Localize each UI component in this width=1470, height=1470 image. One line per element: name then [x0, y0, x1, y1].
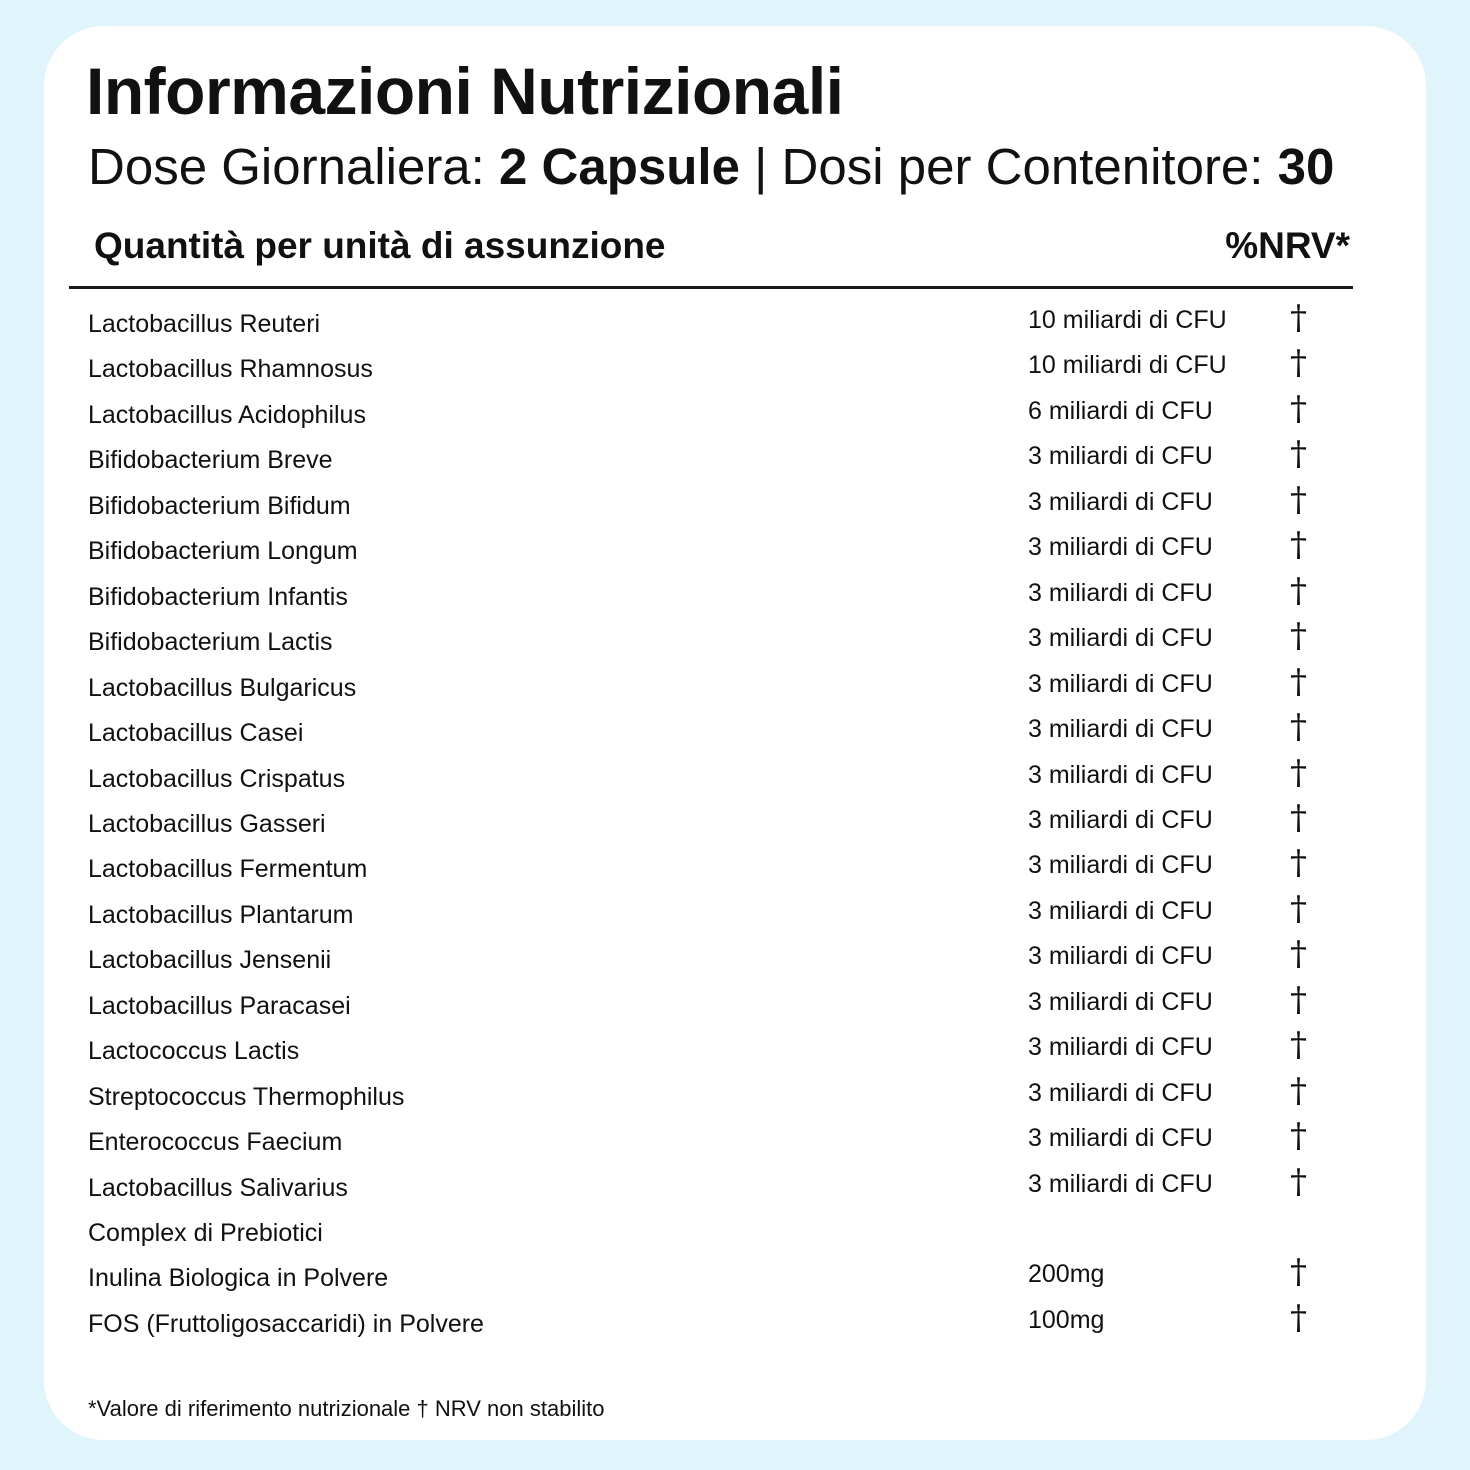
nrv-dagger: †: [1290, 525, 1307, 566]
table-row: [0, 434, 1470, 483]
ingredient-name: Lactobacillus Crispatus: [88, 764, 346, 793]
table-row: [0, 1161, 1470, 1211]
ingredient-name: Lactobacillus Bulgaricus: [88, 673, 357, 702]
ingredient-name: Bifidobacterium Bifidum: [88, 491, 351, 520]
serving-info: [88, 138, 1334, 197]
header-divider: [69, 286, 1353, 289]
ingredient-amount: 3 miliardi di CFU: [1028, 715, 1213, 744]
nrv-dagger: †: [1290, 1161, 1307, 1202]
nrv-dagger: †: [1290, 1252, 1307, 1293]
table-row: [0, 888, 1470, 938]
ingredient-name: Lactobacillus Gasseri: [88, 809, 326, 838]
table-row: [0, 1252, 1470, 1301]
table-row: [0, 707, 1470, 756]
ingredient-name: Lactobacillus Rhamnosus: [88, 355, 373, 384]
ingredient-name: Lactobacillus Fermentum: [88, 855, 368, 884]
table-row: [0, 343, 1470, 392]
ingredient-name: Lactobacillus Plantarum: [88, 900, 354, 929]
dose-label: Dose Giornaliera:: [88, 138, 500, 195]
ingredient-name: Lactobacillus Casei: [88, 719, 304, 748]
nrv-dagger: †: [1290, 979, 1307, 1020]
ingredient-name: Lactobacillus Reuteri: [88, 310, 321, 338]
ingredient-amount: 3 miliardi di CFU: [1028, 669, 1213, 698]
table-row: [0, 934, 1470, 983]
table-row: [0, 797, 1470, 847]
ingredient-amount: 100mg: [1028, 1305, 1105, 1334]
ingredient-amount: 3 miliardi di CFU: [1028, 1124, 1213, 1153]
table-row: [0, 979, 1470, 1029]
nrv-dagger: †: [1290, 479, 1307, 520]
table-row: [0, 570, 1470, 620]
ingredient-name: Lactococcus Lactis: [88, 1037, 300, 1066]
table-row: [0, 1116, 1470, 1165]
table-row: [0, 1297, 1470, 1347]
dose-value: 2 Capsule: [499, 138, 740, 195]
ingredient-amount: 6 miliardi di CFU: [1028, 396, 1213, 425]
ingredient-name: Bifidobacterium Breve: [88, 446, 333, 475]
table-row: [0, 388, 1470, 438]
ingredient-amount: 3 miliardi di CFU: [1028, 624, 1213, 653]
nrv-dagger: †: [1290, 298, 1307, 338]
ingredient-amount: 3 miliardi di CFU: [1028, 1169, 1213, 1198]
ingredient-amount: 3 miliardi di CFU: [1028, 760, 1213, 789]
table-row: [0, 616, 1470, 665]
nrv-dagger: †: [1290, 934, 1307, 975]
per-container-label: Dosi per Contenitore:: [781, 138, 1278, 195]
ingredient-name: FOS (Fruttoligosaccaridi) in Polvere: [88, 1309, 484, 1338]
nrv-dagger: †: [1290, 1116, 1307, 1157]
ingredient-amount: 3 miliardi di CFU: [1028, 533, 1213, 562]
ingredient-amount: 3 miliardi di CFU: [1028, 942, 1213, 971]
ingredient-name: Complex di Prebiotici: [88, 1219, 323, 1247]
nrv-dagger: †: [1290, 616, 1307, 657]
nrv-dagger: †: [1290, 343, 1307, 384]
ingredient-name: Streptococcus Thermophilus: [88, 1082, 405, 1111]
table-header-nrv: %NRV*: [1225, 225, 1350, 266]
nrv-dagger: †: [1290, 1297, 1307, 1338]
table-header-quantity: Quantità per unità di assunzione: [94, 225, 666, 266]
nrv-dagger: †: [1290, 570, 1307, 611]
ingredient-amount: 3 miliardi di CFU: [1028, 487, 1213, 516]
table-row: [0, 843, 1470, 892]
table-row: [0, 479, 1470, 529]
table-row: [0, 661, 1470, 711]
nrv-dagger: †: [1290, 843, 1307, 884]
nrv-dagger: †: [1290, 661, 1307, 702]
ingredient-name: Lactobacillus Jensenii: [88, 946, 332, 975]
ingredient-name: Lactobacillus Salivarius: [88, 1173, 348, 1202]
ingredient-name: Lactobacillus Acidophilus: [88, 400, 366, 429]
ingredient-name: Enterococcus Faecium: [88, 1128, 343, 1157]
ingredient-amount: 3 miliardi di CFU: [1028, 1078, 1213, 1107]
ingredient-name: Bifidobacterium Longum: [88, 537, 358, 566]
ingredient-amount: 3 miliardi di CFU: [1028, 442, 1213, 471]
ingredient-amount: 10 miliardi di CFU: [1028, 351, 1227, 380]
nrv-dagger: †: [1290, 752, 1307, 793]
table-row: [0, 1070, 1470, 1120]
ingredient-amount: 200mg: [1028, 1260, 1105, 1289]
table-row: [0, 525, 1470, 574]
serving-separator: |: [739, 138, 782, 195]
nrv-dagger: †: [1290, 888, 1307, 929]
footnote: *Valore di riferimento nutrizionale † NRV non stabilito: [88, 1396, 605, 1421]
page-title: Informazioni Nutrizionali: [86, 54, 844, 128]
nrv-dagger: †: [1290, 1025, 1307, 1066]
ingredient-amount: 3 miliardi di CFU: [1028, 578, 1213, 607]
table-row: [0, 1025, 1470, 1074]
nrv-dagger: †: [1290, 797, 1307, 838]
ingredient-amount: 3 miliardi di CFU: [1028, 987, 1213, 1016]
ingredient-name: Bifidobacterium Lactis: [88, 628, 333, 657]
table-row: [0, 1211, 1470, 1256]
ingredient-amount: 10 miliardi di CFU: [1028, 306, 1227, 334]
table-row: [0, 298, 1470, 347]
ingredient-name: Bifidobacterium Infantis: [88, 582, 348, 611]
nrv-dagger: †: [1290, 1070, 1307, 1111]
ingredient-amount: 3 miliardi di CFU: [1028, 896, 1213, 925]
ingredient-amount: 3 miliardi di CFU: [1028, 851, 1213, 880]
nrv-dagger: †: [1290, 434, 1307, 475]
nrv-dagger: †: [1290, 388, 1307, 429]
ingredient-amount: 3 miliardi di CFU: [1028, 805, 1213, 834]
nrv-dagger: †: [1290, 707, 1307, 748]
per-container-value: 30: [1277, 138, 1335, 195]
ingredient-name: Inulina Biologica in Polvere: [88, 1264, 389, 1293]
table-row: [0, 752, 1470, 802]
ingredient-name: Lactobacillus Paracasei: [88, 991, 351, 1020]
ingredient-amount: 3 miliardi di CFU: [1028, 1033, 1213, 1062]
